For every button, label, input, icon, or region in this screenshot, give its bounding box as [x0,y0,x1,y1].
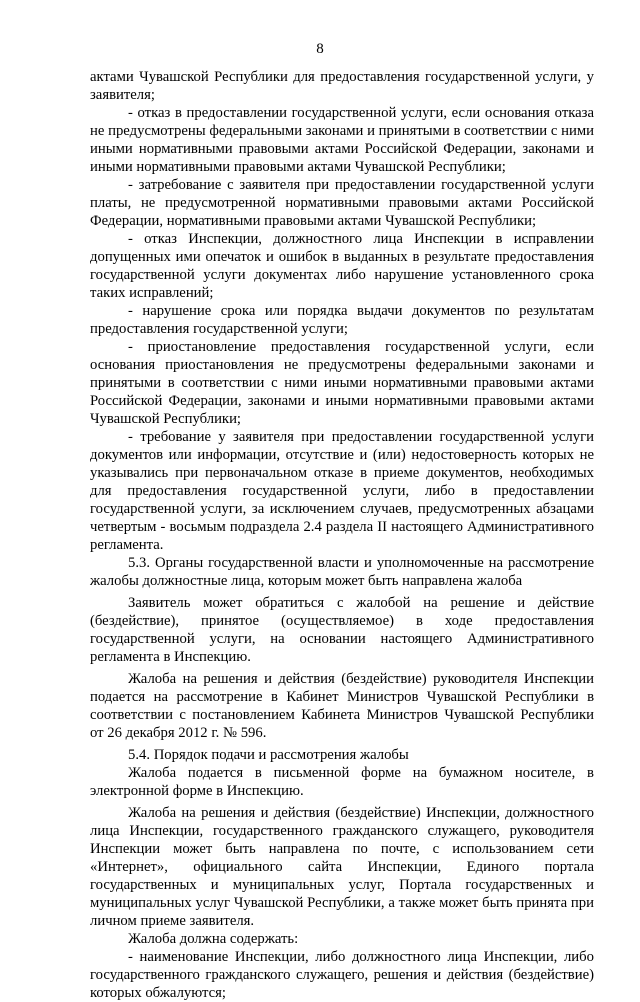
paragraph-9: Заявитель может обратиться с жалобой на решение и действие (бездействие), принятое (осуществляемое) в ходе предоставления государственной услуги, на основании настоящего Административного регламента в Инспекцию. [90,595,594,665]
paragraph-12: Жалоба подается в письменной форме на бумажном носителе, в электронной форме в Инспекцию. [90,765,594,799]
paragraph-1: актами Чувашской Республики для предоставления государственной услуги, у заявителя; [90,69,594,103]
paragraph-15: - наименование Инспекции, либо должностного лица Инспекции, либо государственного гражданского служащего, решения и действия (бездействие) которых обжалуются; [90,949,594,1001]
section-heading-5-4: 5.4. Порядок подачи и рассмотрения жалобы [128,747,409,763]
paragraph-2: - отказ в предоставлении государственной услуги, если основания отказа не предусмотрены федеральными законами и принятыми в соответствии с ними иными нормативными правовыми актами Российской Федерации, законами и иными нормативными правовыми актами Чувашской Республики; [90,105,594,175]
paragraph-4: - отказ Инспекции, должностного лица Инспекции в исправлении допущенных ими опечаток и ошибок в выданных в результате предоставления государственной услуги документах либо нарушение установленного срока таких исправлений; [90,231,594,301]
paragraph-13: Жалоба на решения и действия (бездействие) Инспекции, должностного лица Инспекции, государственного гражданского служащего, руководителя Инспекции может быть направлена по почте, с использованием сети «Интернет», официального сайта Инспекции, Единого портала государственных и муниципальных услуг, Портала государственных и муниципальных услуг Чувашской Республики, а также может быть принята при личном приеме заявителя. [90,805,594,929]
body-text [90,68,594,1002]
paragraph-6: - приостановление предоставления государственной услуги, если основания приостановления не предусмотрены федеральными законами и принятыми в соответствии с ними иными нормативными правовыми актами Российской Федерации, законами и иными нормативными правовыми актами Чувашской Республики; [90,339,594,427]
paragraph-10: Жалоба на решения и действия (бездействие) руководителя Инспекции подается на рассмотрение в Кабинет Министров Чувашской Республики в соответствии с постановлением Кабинета Министров Чувашской Республики от 26 декабря 2012 г. № 596. [90,671,594,741]
paragraph-7: - требование у заявителя при предоставлении государственной услуги документов или информации, отсутствие и (или) недостоверность которых не указывались при первоначальном отказе в приеме документов, необходимых для предоставления государственной услуги, либо в предоставлении государственной услуги, за исключением случаев, предусмотренных абзацами четвертым - восьмым подраздела 2.4 раздела II настоящего Административного регламента. [90,429,594,553]
paragraph-5: - нарушение срока или порядка выдачи документов по результатам предоставления государственной услуги; [90,303,594,337]
section-heading-5-3: 5.3. Органы государственной власти и уполномоченные на рассмотрение жалобы должностные лица, которым может быть направлена жалоба [90,555,594,589]
paragraph-3: - затребование с заявителя при предоставлении государственной услуги платы, не предусмотренной нормативными правовыми актами Российской Федерации, нормативными правовыми актами Чувашской Республики; [90,177,594,229]
paragraph-14: Жалоба должна содержать: [128,931,299,947]
page-number: 8 [316,41,324,57]
